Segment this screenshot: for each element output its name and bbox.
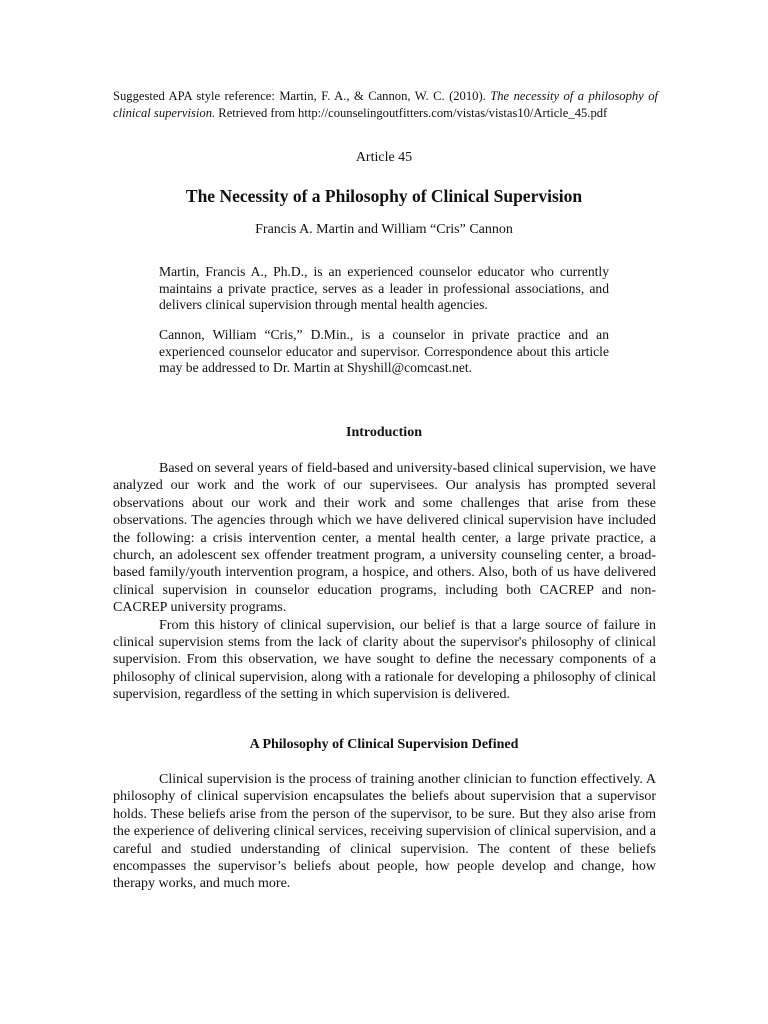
paragraph: Based on several years of field-based and university-based clinical supervision, we have analyzed our work and the work of our supervisees. Our analysis has prompted several observations about our work and their work and some challenges that arise from these observations. The agencies through which we have delivered clinical supervision have included the following: a crisis intervention center, a mental health center, a large private practice, a church, an adolescent sex offender treatment program, a university counseling center, a broad-based family/youth intervention program, a hospice, and others. Also, both of us have delivered clinical supervision in counselor education programs, including both CACREP and non-CACREP university programs.	[113, 461, 656, 616]
section-heading-introduction: Introduction	[346, 425, 422, 440]
reference-prefix: Suggested APA style reference: Martin, F. A., & Cannon, W. C. (2010).	[113, 89, 491, 103]
section-heading-philosophy-defined: A Philosophy of Clinical Supervision Defined	[249, 737, 519, 752]
article-number: Article 45	[355, 150, 413, 165]
article-title: The Necessity of a Philosophy of Clinical Supervision	[185, 186, 583, 206]
section-body-introduction	[113, 460, 656, 704]
paragraph: From this history of clinical supervision, our belief is that a large source of failure in clinical supervision stems from the lack of clarity about the supervisor's philosophy of clinical supervision. From this observation, we have sought to define the necessary components of a philosophy of clinical supervision, along with a rationale for developing a philosophy of clinical supervision, regardless of the setting in which supervision is delivered.	[113, 617, 656, 703]
reference-title: The necessity of a philosophy of clinical supervision.	[113, 89, 659, 120]
section-body-philosophy-defined	[113, 771, 656, 893]
author-bio-martin: Martin, Francis A., Ph.D., is an experienced counselor educator who currently maintains a private practice, serves as a leader in professional associations, and delivers clinical supervision through mental health agencies.	[159, 264, 609, 313]
author-bio-cannon: Cannon, William “Cris,” D.Min., is a counselor in private practice and an experienced counselor educator and supervisor. Correspondence about this article may be addressed to Dr. Martin at Shyshill@comcast.net.	[159, 327, 609, 376]
paragraph: Clinical supervision is the process of training another clinician to function effectively. A philosophy of clinical supervision encapsulates the beliefs about supervision that a supervisor holds. These beliefs arise from the person of the supervisor, to be sure. But they also arise from the experience of delivering clinical services, receiving supervision of clinical supervision, and a careful and studied understanding of clinical supervision. The content of these beliefs encompasses the supervisor’s beliefs about people, how people develop and change, how therapy works, and much more.	[113, 772, 656, 892]
apa-reference	[113, 88, 658, 121]
authors: Francis A. Martin and William “Cris” Cannon	[255, 222, 513, 237]
reference-suffix: Retrieved from http://counselingoutfitters.com/vistas/vistas10/Article_45.pdf	[215, 105, 608, 120]
